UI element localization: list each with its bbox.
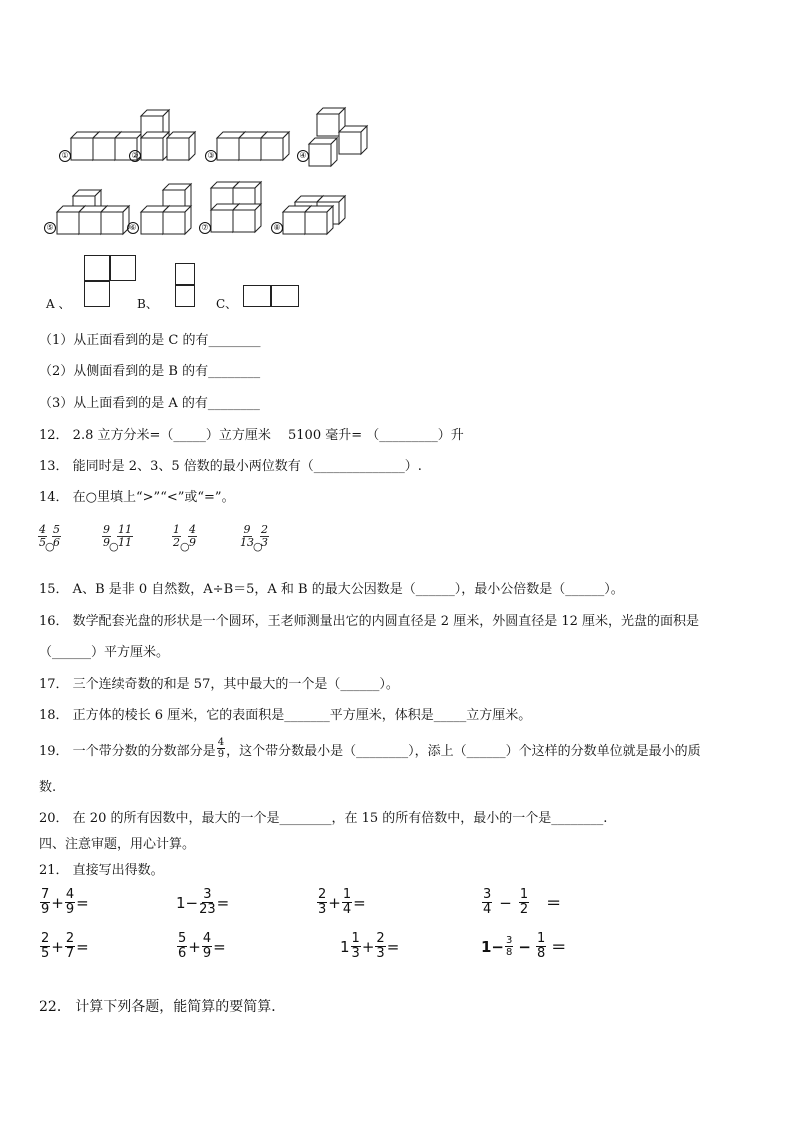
operator: − <box>518 937 531 956</box>
equals-sign: = <box>76 893 89 912</box>
whole-part: 1− <box>481 937 505 956</box>
denominator: 9 <box>65 902 75 917</box>
denominator: 5 <box>41 946 50 961</box>
figure-4 <box>309 108 367 166</box>
question-11-2: （2）从侧面看到的是 B 的有________ <box>39 364 261 379</box>
compare-circle[interactable]: ○ <box>109 540 119 553</box>
cube-label-8: ⑧ <box>271 222 283 234</box>
denominator: 5 <box>39 536 46 549</box>
fraction <box>177 932 187 961</box>
numerator: 2 <box>65 931 75 946</box>
operator: + <box>328 893 341 912</box>
question-19-fraction <box>217 737 225 760</box>
cube-label-4: ④ <box>297 150 309 162</box>
fraction <box>65 932 75 961</box>
view-label-c: C、 <box>216 297 238 311</box>
denominator: 9 <box>217 748 225 760</box>
numerator: 1 <box>519 887 529 902</box>
equals-sign: = <box>216 893 230 912</box>
cube-label-1: ① <box>59 150 71 162</box>
numerator: 9 <box>103 523 110 536</box>
denominator: 23 <box>199 902 216 917</box>
fraction <box>40 888 50 917</box>
question-16-line-2: （______）平方厘米。 <box>39 645 170 660</box>
numerator: 1 <box>342 887 352 902</box>
question-11-3: （3）从上面看到的是 A 的有________ <box>39 396 260 411</box>
denominator: 9 <box>189 536 196 549</box>
denominator: 9 <box>41 902 50 917</box>
fraction <box>351 932 361 961</box>
section-4-heading: 四、注意审题，用心计算。 <box>39 837 196 852</box>
compare-1-right <box>52 524 61 549</box>
denominator: 2 <box>173 536 180 549</box>
cube-label-2: ② <box>129 150 141 162</box>
question-12: 12． 2.8 立方分米=（_____）立方厘米 5100 毫升= （_________）升 <box>39 428 464 443</box>
view-a-square-3 <box>84 281 110 307</box>
numerator: 2 <box>318 887 327 902</box>
figure-7 <box>211 182 261 232</box>
denominator: 4 <box>342 902 352 917</box>
numerator: 5 <box>178 931 187 946</box>
question-18: 18． 正方体的棱长 6 厘米，它的表面积是_______平方厘米，体积是_____立方厘米。 <box>39 708 532 723</box>
numerator: 2 <box>261 523 268 536</box>
numerator: 4 <box>39 523 46 536</box>
fraction <box>536 932 546 961</box>
numerator: 1 <box>351 931 360 946</box>
operator: + <box>188 937 201 956</box>
view-b-square-2 <box>175 285 195 307</box>
fraction <box>199 888 216 917</box>
cube-label-6: ⑥ <box>127 222 139 234</box>
denominator: 8 <box>536 946 546 961</box>
denominator: 3 <box>318 902 327 917</box>
fraction <box>519 888 529 917</box>
numerator: 2 <box>41 931 50 946</box>
cube-label-7: ⑦ <box>199 222 211 234</box>
calc-r2c2 <box>176 932 226 961</box>
whole-part: 1− <box>176 893 199 912</box>
denominator: 8 <box>506 947 513 958</box>
question-14: 14． 在○里填上“>”“<”或“=”。 <box>39 490 235 505</box>
denominator: 4 <box>483 902 492 917</box>
denominator: 9 <box>202 946 212 961</box>
numerator: 11 <box>118 523 132 536</box>
view-a-square-1 <box>84 255 110 281</box>
compare-4-right <box>260 524 269 549</box>
compare-circle[interactable]: ○ <box>180 540 190 553</box>
denominator: 3 <box>376 946 385 961</box>
numerator: 1 <box>173 523 180 536</box>
calc-r2c1 <box>39 932 89 961</box>
view-c-square-1 <box>243 285 271 307</box>
equals-sign: = <box>353 893 366 912</box>
figure-6 <box>141 184 191 234</box>
question-17: 17． 三个连续奇数的和是 57，其中最大的一个是（______）。 <box>39 677 399 692</box>
question-11-1: （1）从正面看到的是 C 的有________ <box>39 333 261 348</box>
compare-4-left <box>240 524 254 549</box>
cube-figures <box>55 100 375 240</box>
compare-circle[interactable]: ○ <box>45 540 55 553</box>
compare-2-right <box>117 524 133 549</box>
fraction <box>482 888 492 917</box>
question-13: 13． 能同时是 2、3、5 倍数的最小两位数有（______________）. <box>39 459 422 474</box>
numerator: 7 <box>41 887 50 902</box>
denominator: 13 <box>240 536 254 549</box>
fraction <box>505 935 513 958</box>
denominator: 6 <box>53 536 60 549</box>
figure-8 <box>283 196 345 234</box>
question-22: 22． 计算下列各题，能简算的要简算． <box>39 999 286 1015</box>
numerator: 4 <box>202 931 212 946</box>
denominator: 9 <box>103 536 110 549</box>
question-19-suffix: ，这个带分数最小是（________），添上（______）个这样的分数单位就是最小的质 <box>226 744 701 759</box>
compare-3-right <box>188 524 197 549</box>
numerator: 1 <box>536 931 546 946</box>
fraction <box>342 888 352 917</box>
question-15: 15． A、B 是非 0 自然数，A÷B＝5，A 和 B 的最大公因数是（______），最小公倍数是（______）。 <box>39 582 624 597</box>
whole-part: 1 <box>340 937 350 956</box>
calc-r1c3 <box>316 888 366 917</box>
calc-r1c1 <box>39 888 89 917</box>
equals-sign: ＝ <box>551 938 567 956</box>
operator: + <box>51 937 64 956</box>
cube-label-5: ⑤ <box>44 222 56 234</box>
question-19-line-2: 数. <box>39 780 57 795</box>
view-label-a: A 、 <box>46 297 71 311</box>
calc-r1c2 <box>176 888 229 917</box>
equals-sign: ＝ <box>546 894 562 912</box>
calc-r2c3 <box>340 932 399 961</box>
fraction <box>317 888 327 917</box>
operator: + <box>361 937 375 956</box>
question-19-prefix: 19． 一个带分数的分数部分是 <box>39 744 216 759</box>
denominator: 7 <box>65 946 75 961</box>
numerator: 2 <box>376 931 385 946</box>
numerator: 3 <box>506 935 513 946</box>
equals-sign: = <box>213 937 226 956</box>
cube-label-3: ③ <box>205 150 217 162</box>
numerator: 3 <box>203 887 212 902</box>
denominator: 3 <box>261 536 268 549</box>
numerator: 3 <box>483 887 492 902</box>
view-a-square-2 <box>110 255 136 281</box>
question-21: 21． 直接写出得数。 <box>39 863 164 878</box>
question-16-line-1: 16． 数学配套光盘的形状是一个圆环，王老师测量出它的内圆直径是 2 厘米，外圆直径是 12 厘米，光盘的面积是 <box>39 614 700 629</box>
view-label-b: B、 <box>137 297 158 311</box>
fraction <box>202 932 212 961</box>
fraction <box>40 932 50 961</box>
denominator: 3 <box>351 946 360 961</box>
calc-r2c4 <box>481 932 566 961</box>
denominator: 2 <box>519 902 529 917</box>
denominator: 11 <box>118 536 132 549</box>
numerator: 5 <box>53 523 60 536</box>
fraction <box>375 932 385 961</box>
numerator: 9 <box>243 523 251 536</box>
operator: + <box>51 893 64 912</box>
figure-2 <box>141 110 195 160</box>
fraction <box>65 888 75 917</box>
figure-3 <box>217 132 289 160</box>
numerator: 4 <box>65 887 75 902</box>
compare-circle[interactable]: ○ <box>253 540 263 553</box>
question-19-line-1 <box>39 736 701 760</box>
numerator: 4 <box>217 736 225 748</box>
question-20: 20． 在 20 的所有因数中，最大的一个是________，在 15 的所有倍数中，最小的一个是________. <box>39 811 608 826</box>
view-c-square-2 <box>271 285 299 307</box>
operator: − <box>499 893 512 912</box>
view-b-square-1 <box>175 263 195 285</box>
calc-r1c4 <box>481 888 561 917</box>
equals-sign: = <box>76 937 89 956</box>
figure-5 <box>57 190 129 234</box>
equals-sign: = <box>386 937 400 956</box>
numerator: 4 <box>189 523 196 536</box>
denominator: 6 <box>178 946 187 961</box>
